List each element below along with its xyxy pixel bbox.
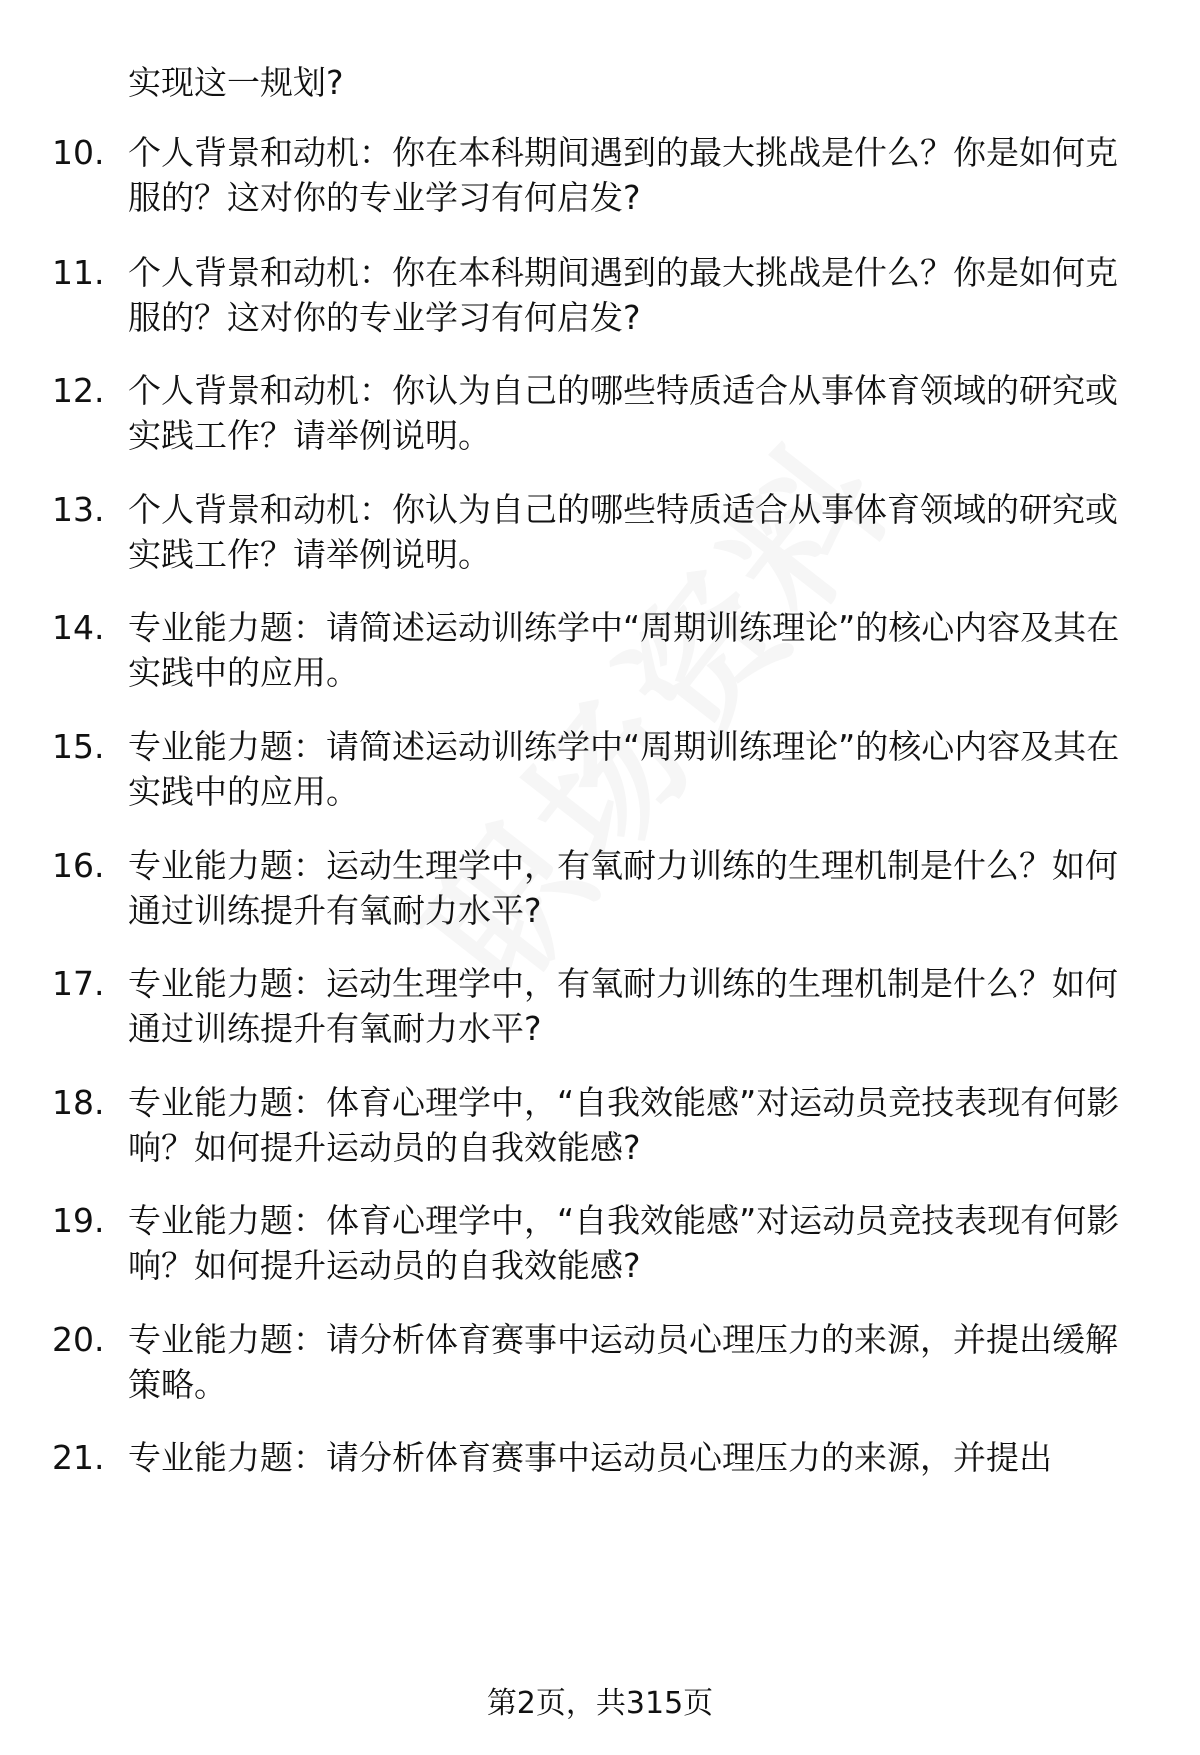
item-number: 21. xyxy=(52,1438,105,1477)
item-text: 个人背景和动机：你认为自己的哪些特质适合从事体育领域的研究或实践工作？请举例说明。 xyxy=(128,490,1118,574)
item-text: 专业能力题：请简述运动训练学中“周期训练理论”的核心内容及其在实践中的应用。 xyxy=(128,727,1120,811)
page-footer: 第2页，共315页 xyxy=(486,1686,714,1721)
item-number: 14. xyxy=(52,608,105,647)
item-text: 个人背景和动机：你在本科期间遇到的最大挑战是什么？你是如何克服的？这对你的专业学习有何启发? xyxy=(128,133,1118,217)
item-number: 19. xyxy=(52,1201,105,1240)
item-number: 13. xyxy=(52,490,105,529)
item-text: 个人背景和动机：你在本科期间遇到的最大挑战是什么？你是如何克服的？这对你的专业学习有何启发? xyxy=(128,253,1118,337)
item-text: 专业能力题：体育心理学中，“自我效能感”对运动员竞技表现有何影响？如何提升运动员的自我效能感? xyxy=(128,1201,1120,1285)
item-number: 15. xyxy=(52,727,105,766)
continued-question-text: 实现这一规划? xyxy=(128,63,344,102)
item-text: 专业能力题：运动生理学中，有氧耐力训练的生理机制是什么？如何通过训练提升有氧耐力水平? xyxy=(128,846,1118,930)
item-number: 18. xyxy=(52,1083,105,1122)
item-number: 16. xyxy=(52,846,105,885)
item-text: 个人背景和动机：你认为自己的哪些特质适合从事体育领域的研究或实践工作？请举例说明。 xyxy=(128,371,1118,455)
item-text: 专业能力题：请分析体育赛事中运动员心理压力的来源，并提出 xyxy=(128,1438,1052,1477)
item-number: 17. xyxy=(52,964,105,1003)
item-number: 11. xyxy=(52,253,105,292)
item-number: 12. xyxy=(52,371,105,410)
item-number: 10. xyxy=(52,133,105,172)
item-text: 专业能力题：请分析体育赛事中运动员心理压力的来源，并提出缓解策略。 xyxy=(128,1320,1118,1404)
item-text: 专业能力题：运动生理学中，有氧耐力训练的生理机制是什么？如何通过训练提升有氧耐力水平? xyxy=(128,964,1118,1048)
item-number: 20. xyxy=(52,1320,105,1359)
item-text: 专业能力题：请简述运动训练学中“周期训练理论”的核心内容及其在实践中的应用。 xyxy=(128,608,1120,692)
item-text: 专业能力题：体育心理学中，“自我效能感”对运动员竞技表现有何影响？如何提升运动员的自我效能感? xyxy=(128,1083,1120,1167)
